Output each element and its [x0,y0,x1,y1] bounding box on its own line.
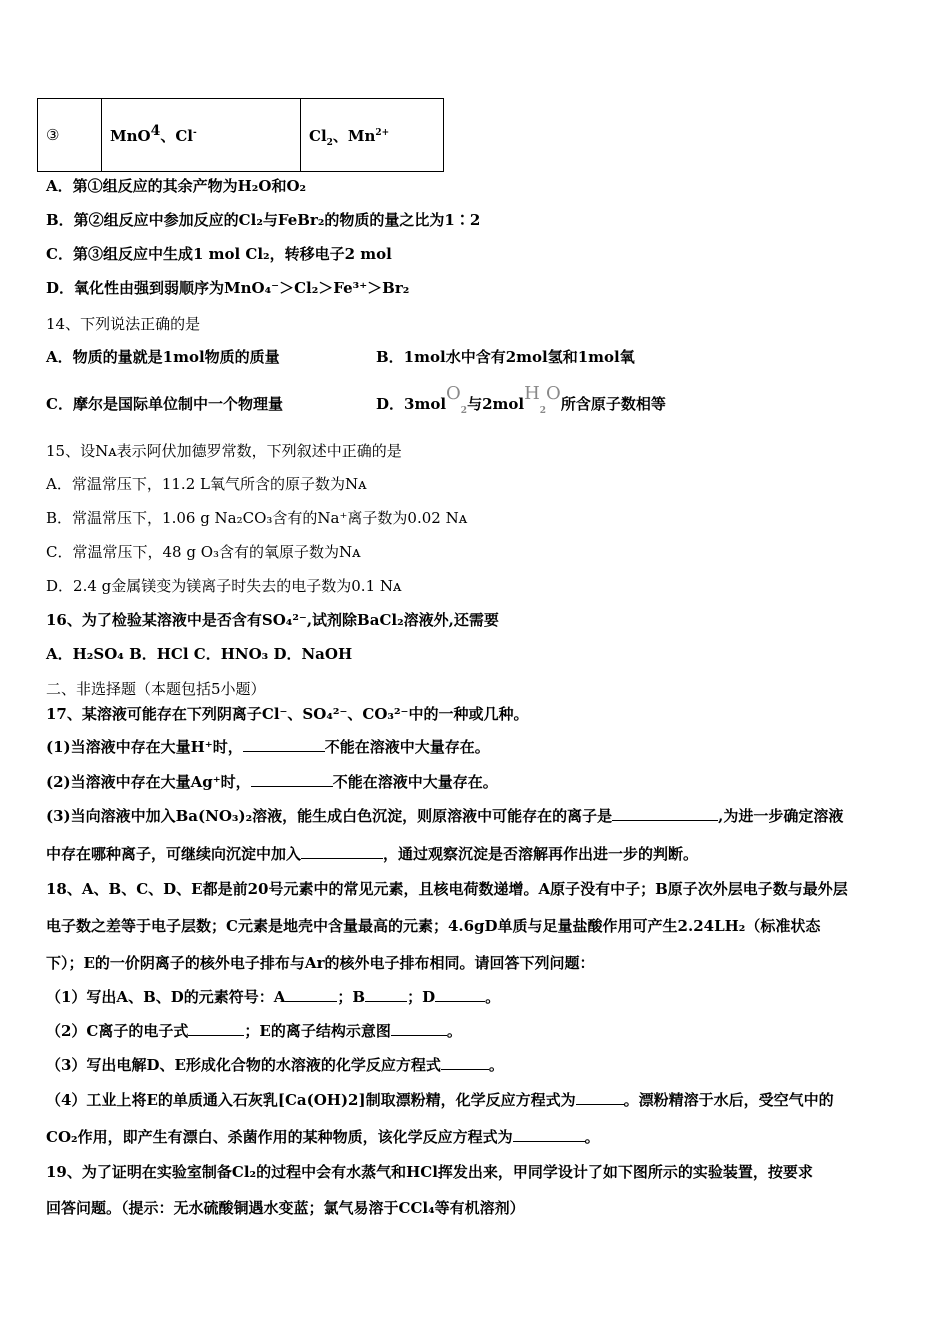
group-number: ③ [46,126,60,144]
q14-option-c: C．摩尔是国际单位制中一个物理量 [46,395,283,413]
formula-o2-sub: 2 [460,406,468,416]
answer-blank[interactable] [251,772,333,787]
q17-p3d-tail: ，通过观察沉淀是否溶解再作出进一步的判断。 [383,845,699,863]
q14-stem: 14、下列说法正确的是 [46,315,201,333]
q18-sub4 [46,1090,834,1110]
q15-option-d: D．2.4 g金属镁变为镁离子时失去的电子数为0.1 Nᴀ [46,577,402,595]
answer-blank[interactable] [188,1021,244,1036]
formula-h2o-sub: 2 [539,406,547,416]
section-heading: 二、非选择题（本题包括5小题） [46,680,266,698]
q17-p2-tail: 不能在溶液中大量存在。 [332,773,498,791]
answer-blank[interactable] [441,1055,489,1070]
answer-blank[interactable] [576,1090,624,1105]
product-cl: Cl [309,126,327,145]
q18-s2-c: 。 [446,1022,462,1040]
answer-blank[interactable] [435,987,485,1002]
reactant-cl: 、Cl [160,126,193,145]
product-charge: 2+ [375,127,390,138]
product-sub: 2 [326,137,333,148]
q15-option-b: B．常温常压下，1.06 g Na₂CO₃含有的Na⁺离子数为0.02 Nᴀ [46,509,468,527]
q15-option-c: C．常温常压下，48 g O₃含有的氧原子数为Nᴀ [46,543,361,561]
reactants-cell [102,99,301,172]
q18-s1-d: 。 [485,988,501,1006]
q18-s2-text: （2）C离子的电子式 [46,1022,189,1040]
q16-options: A．H₂SO₄ B．HCl C．HNO₃ D．NaOH [46,645,353,663]
q15-option-a: A．常温常压下，11.2 L氧气所含的原子数为Nᴀ [46,475,367,493]
reaction-table [37,98,444,172]
reactant-mno: MnO [110,126,151,145]
q14-d-part2: 与2mol [467,395,525,413]
group-number-cell [38,99,102,172]
q17-p3-text: (3)当向溶液中加入Ba(NO₃)₂溶液，能生成白色沉淀，则原溶液中可能存在的离子是 [46,807,613,825]
q18-s4-b: 。漂粉精溶于水后，受空气中的 [623,1091,834,1109]
answer-blank[interactable] [513,1127,585,1142]
q18-s1-b: ；B [337,988,366,1006]
q14-option-b: B．1mol水中含有2mol氢和1mol氧 [376,348,635,366]
q18-s1-c: ；D [407,988,436,1006]
q18-line1: 18、A、B、C、D、E都是前20号元素中的常见元素，且核电荷数递增。A原子没有中子；B原子次外层电子数与最外层 [46,880,848,898]
table-row [38,99,444,172]
q18-sub1 [46,987,500,1007]
q18-s3-text: （3）写出电解D、E形成化合物的水溶液的化学反应方程式 [46,1056,441,1074]
q17-p3c-text: 中存在哪种离子，可继续向沉淀中加入 [46,845,302,863]
q18-sub3 [46,1055,504,1075]
q17-part1 [46,737,490,757]
q19-line1: 19、为了证明在实验室制备Cl₂的过程中会有水蒸气和HCl挥发出来，甲同学设计了如下图所示的实验装置，按要求 [46,1163,813,1181]
answer-blank[interactable] [243,737,325,752]
q18-s4c-text: CO₂作用，即产生有漂白、杀菌作用的某种物质，该化学反应方程式为 [46,1128,513,1146]
q16-stem: 16、为了检验某溶液中是否含有SO₄²⁻,试剂除BaCl₂溶液外,还需要 [46,611,499,629]
q18-s3-b: 。 [488,1056,504,1074]
q17-part3-cont [46,844,698,864]
reactant-charge: - [192,127,197,138]
q18-sub4-cont [46,1127,600,1147]
q14-d-part1: D．3mol [376,395,447,413]
formula-h2o-h: H [524,383,540,404]
product-mn: 、Mn [332,126,376,145]
formula-h2o-o: O [546,383,561,404]
q17-p1-tail: 不能在溶液中大量存在。 [324,738,490,756]
formula-o2: O [446,383,461,404]
answer-blank[interactable] [365,987,407,1002]
q18-sub2 [46,1021,462,1041]
q17-p3-tail: ,为进一步确定溶液 [718,807,844,825]
q18-s1-text: （1）写出A、B、D的元素符号：A [46,988,286,1006]
q18-line3: 下）；E的一价阴离子的核外电子排布与Ar的核外电子排布相同。请回答下列问题： [46,954,595,972]
reactant-sup: 4 [150,122,161,139]
q18-line2: 电子数之差等于电子层数；C元素是地壳中含量最高的元素；4.6gD单质与足量盐酸作用可产生2.24LH₂（标准状态 [46,917,821,935]
q17-p1-text: (1)当溶液中存在大量H⁺时， [46,738,243,756]
q15-stem: 15、设Nᴀ表示阿伏加德罗常数，下列叙述中正确的是 [46,442,402,460]
q18-s4d: 。 [584,1128,600,1146]
q18-s4-text: （4）工业上将E的单质通入石灰乳[Ca(OH)2]制取漂粉精，化学反应方程式为 [46,1091,576,1109]
q13-option-c: C．第③组反应中生成1 mol Cl₂，转移电子2 mol [46,245,392,263]
q18-s2-b: ；E的离子结构示意图 [244,1022,391,1040]
q14-option-d [376,383,666,416]
q13-option-d: D．氧化性由强到弱顺序为MnO₄⁻＞Cl₂＞Fe³⁺＞Br₂ [46,279,410,297]
q13-option-b: B．第②组反应中参加反应的Cl₂与FeBr₂的物质的量之比为1∶2 [46,211,481,229]
q14-d-part3: 所含原子数相等 [560,395,666,413]
q13-option-a: A．第①组反应的其余产物为H₂O和O₂ [46,177,307,195]
answer-blank[interactable] [391,1021,447,1036]
q17-part2 [46,772,498,792]
products-cell [301,99,444,172]
q17-stem: 17、某溶液可能存在下列阴离子Cl⁻、SO₄²⁻、CO₃²⁻中的一种或几种。 [46,705,529,723]
q14-option-a: A．物质的量就是1mol物质的质量 [46,348,280,366]
q19-line2: 回答问题。（提示：无水硫酸铜遇水变蓝；氯气易溶于CCl₄等有机溶剂） [46,1199,525,1217]
answer-blank[interactable] [612,806,718,821]
answer-blank[interactable] [301,844,383,859]
answer-blank[interactable] [285,987,337,1002]
q17-part3 [46,806,843,826]
q17-p2-text: (2)当溶液中存在大量Ag⁺时， [46,773,251,791]
